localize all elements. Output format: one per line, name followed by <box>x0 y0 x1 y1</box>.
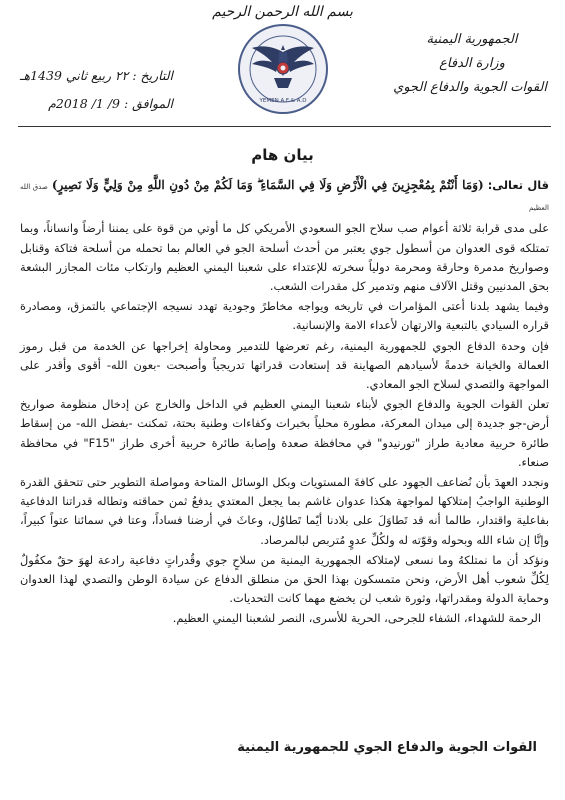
closing-line: الرحمة للشهداء، الشفاء للجرحى، الحرية للأسرى، النصر لشعبنا اليمني العظيم. <box>172 611 541 626</box>
quote-paragraph <box>20 176 549 218</box>
paragraph-5: ونجدد العهدَ بأن نُضاعف الجهود على كافةَ المستويات وبكل الوسائل المتاحة ومواصلة التطوير حتى تتحقق القدرة الوطنية الواجبُ إمتلاكها لمواجهة هكذا عدوان غاشم بما يجعل المعتدي يدفعُ ثمن حماقته وتطاله قدراتنا الدفاعية بفاعلية واقتدار، طالما أنه قد تَطاوَلَ على بلادنا أيّما تَطاوُل، وعاثَ في أرضنا فساداً، وعتا في سمائنا عتواً كبيراً، وإنَّا إن شاء الله وبحوله وقوّته له ولكُلِّ عدوٍ مُتربص لبالمرصاد. <box>20 475 549 547</box>
date-gregorian: الموافق : 9/ 1/ 2018م <box>48 96 173 111</box>
paragraph-2: وفيما يشهد بلدنا أعتى المؤامرات في تاريخه ويواجه مخاطرً وجودية تهدد نسيجه الإجتماعي بالتمزق، ومصادرة قراره السيادي بالتبعية والارتهان لأعداء الامة والإنسانية. <box>20 299 549 333</box>
eagle-emblem-icon <box>236 22 330 116</box>
quote-closing: صدق الله العظيم <box>20 183 549 213</box>
emblem-subtext: YEMEN A.F & A.D <box>259 98 307 104</box>
signature: القوات الجوية والدفاع الجوي للجمهورية اليمنية <box>237 740 537 755</box>
statement-title: بيان هام <box>251 146 314 164</box>
header-divider <box>18 126 551 127</box>
paragraph-4: تعلن القوات الجوية والدفاع الجوي لأبناء شعبنا اليمني العظيم في الداخل والخارج عن إدخال منظومة صواريخ أرض-جو جديدة إلى ميدان المعركة، مطورة محلياً بخبرات وكفاءات وطنية بحتة، تمكنت -بفضل الله- من إسقاط طائرة حربية معادية طراز "تورنيدو" في محافظة صعدة وإصابة طائرة حربية أخرى طراز "F15" في محافظة صنعاء. <box>20 397 549 469</box>
issuer-ministry: وزارة الدفاع <box>439 56 505 71</box>
statement-body <box>20 176 549 630</box>
air-force-emblem <box>236 22 330 116</box>
paragraph-6: ونؤكد أن ما نمتلكهُ وما نسعى لإمتلاكه الجمهورية اليمنية من سلاحٍ جوي وقُدراتٍ دفاعية رادعة لهوَ حقٌ مكفُولٌ لِكُلِّ شعوب أهل الأرض، ونحن متمسكون بهذا الحق من منطلق الدفاع عن سيادة الوطن والتصدي لهذا العدوان وحماية الدولة ومقدراتها، وثورة شعب لن يخضع مهما كانت التحديات. <box>20 552 549 606</box>
paragraph-1: على مدى قرابة ثلاثة أعوام صب سلاح الجو السعودي الأمريكي كل ما أوتي من قوة على يمننا أرضاً وانساناً، وبما تمتلكه قوى العدوان من أسطول جوي يعتبر من أحدث أسلحة الجو في العالم بما تحمله من أسلحة فتاكة وقنابل وصواريخ مدمرة وحارقة ومحرمة دولياً سخرته للإعتداء على شعبنا اليمني العظيم وارتكاب مئات المجازر البشعة بحق المدنيين وقتل الآلاف منهم وتدمير كل مقدرات الشعب. <box>20 221 549 294</box>
quran-quote: (وَمَا أَنْتُمْ بِمُعْجِزِينَ فِي الْأَرْضِ وَلَا فِي السَّمَاءِ ۖ وَمَا لَكُمْ مِنْ دُونِ اللَّهِ مِنْ وَلِيٍّ وَلَا نَصِيرٍ) <box>51 178 484 192</box>
basmala: بسم الله الرحمن الرحيم <box>212 4 353 20</box>
quote-intro: قال تعالى: <box>487 178 549 192</box>
issuer-country: الجمهورية اليمنية <box>426 32 518 47</box>
paragraph-3: فإن وحدة الدفاع الجوي للجمهورية اليمنية، رغم تعرضها للتدمير ومحاولة إخراجها عن الخدمة من قبل رموز العمالة والخيانة خدمةً لأسيادهم الصهاينة قد إستعادت قدراتها تدريجياً وأصبحت -بعون الله- أقوى وأقدر على المواجهة والتصدي لسلاح الجو المعادي. <box>20 338 549 392</box>
date-block <box>18 62 173 118</box>
issuer-block <box>393 28 547 100</box>
date-hijri: التاريخ : ٢٢ ربيع ثاني 1439هـ <box>19 68 173 83</box>
issuer-unit: القوات الجوية والدفاع الجوي <box>393 80 547 95</box>
